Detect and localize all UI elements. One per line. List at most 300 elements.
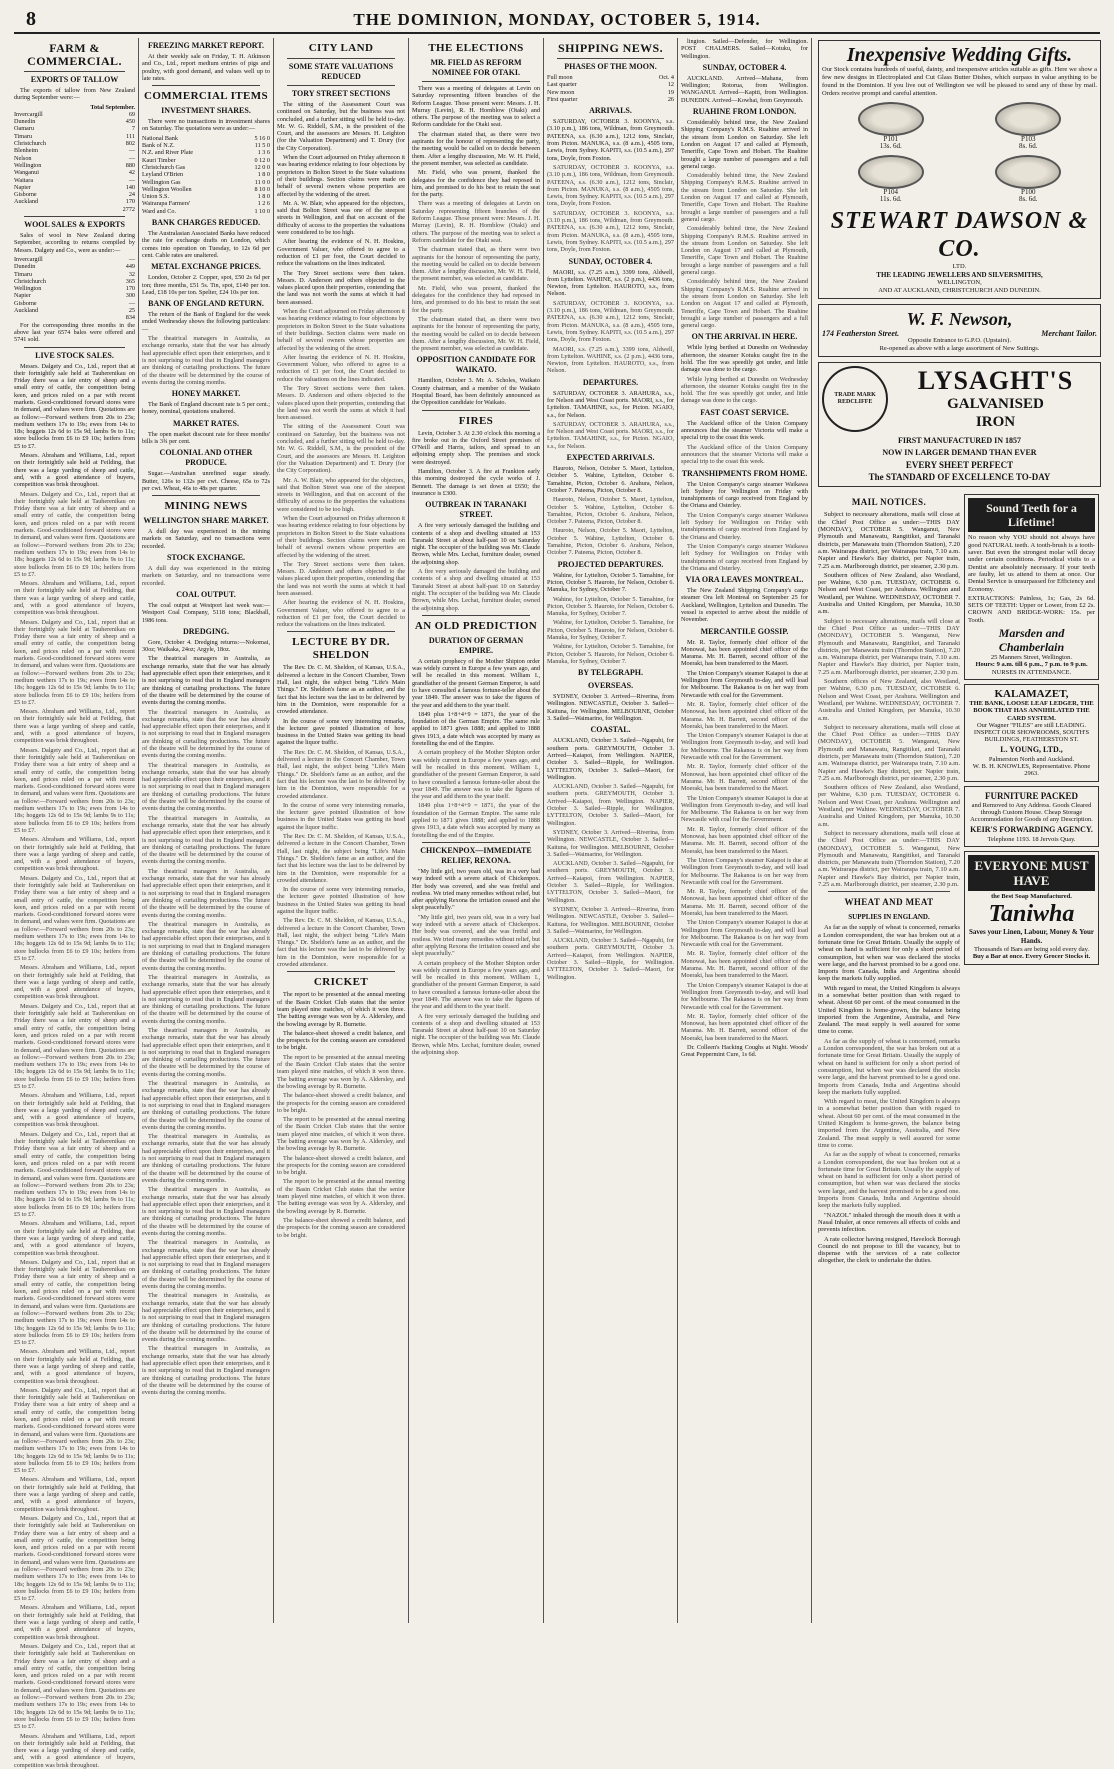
ad-split-row [818, 492, 1101, 1266]
heading-investment-shares: INVESTMENT SHARES. [161, 106, 251, 116]
wheat-paragraph: As far as the supply of wheat is concerned, remarks a London correspondent, the war has broken out at a fortunate time for Great Britain. Usually the supply of wheat on hand is sufficient for only a short period of consumption, but when war was declared the stocks were large, and the harvest promised to be a good one. Imports from Canada, India and Argentina should keep the markets fully supplied. [818, 924, 960, 983]
theatre-paragraph: The theatrical managers in Australia, as exchange remarks, state that the war has already had appreciable effect upon their enterprises, and it is not surprising to read that in England managers are thinking of curtailing productions. The future of the theatre will be determined by the course of events during the coming months. [142, 1186, 270, 1237]
mail-paragraph: Subject to necessary alterations, mails will close at the Chief Post Office as under:—THIS DAY (MONDAY), OCTOBER 5. Wanganui, New Plymouth and Manawatu, Rangitikei, and Taranaki districts, per Manawatu train (Thorndon Station), 7.20 a.m. Wairarapa district, per Wairarapa train, 7.10 a.m. Napier and Hawke's Bay district, per Napier train, 7.25 a.m. Marlborough district, per steamer, 2.30 p.m. [818, 829, 960, 889]
mail-paragraph: Southern offices of New Zealand, also Westland, per Wahine, 6.30 p.m. TUESDAY, OCTOBER 6. Nelson and West Coast, per Arahura. Wellington and Westland, per Wahine. WEDNESDAY, OCTOBER 7. Australia and United Kingdom, per Manuka, 10.30 a.m. [818, 571, 960, 616]
theatre-paragraph: The theatrical managers in Australia, as exchange remarks, state that the war has already had appreciable effect upon their enterprises, and it is not surprising to read that in England managers are thinking of curtailing productions. The future of the theatre will be determined by the course of events during the coming months. [142, 655, 270, 707]
metal-paragraph: London, October 2. Copper, spot, £50 2s 6d per ton; three months, £51 5s. Tin, spot, £140 per ton. Lead, £18 10s per ton. Spelter, £24 10s per ton. [142, 274, 270, 296]
table-value: 365 [125, 277, 135, 285]
table-label: Wellington Gas [142, 178, 181, 186]
ad-best-soap: the Best Soap Manufactured. [991, 892, 1072, 900]
city-land-paragraph: When the Court adjourned on Friday afternoon it was hearing evidence relating to four objections by proprietors in Bolton Street to the State valuations of their buildings. Section claims were made on behalf of several owners whose properties are affected by the widening of the street. [277, 154, 405, 198]
table-value: 140 [125, 183, 135, 191]
dish-row [822, 155, 1097, 204]
ad-stewart-tagline: THE LEADING JEWELLERS AND SILVERSMITHS, [876, 271, 1043, 280]
subheading-elections: MR. FIELD AS REFORM NOMINEE FOR OTAKI. [430, 58, 522, 77]
table-value: — [128, 299, 135, 307]
ad-young-address: Palmerston North and Auckland. [988, 755, 1075, 763]
column-city-land [277, 38, 405, 1623]
elections-paragraph: The chairman stated that, as there were two aspirants for the honour of representing the party, the meeting would be called on to decide between them. After a lengthy discussion, Mr. W. H. Field, the present member, was selected as candidate. [412, 246, 540, 283]
cricket-paragraph: The report to be presented at the annual meeting of the Basin Cricket Club states that the senior team played nine matches, of which it won three. The batting average was won by A. Aldersley, and the bowling average by R. Burnette. [277, 1116, 405, 1153]
fast-coast-paragraph: The Auckland office of the Union Company announces that the steamer Victoria will make a special trip to the coast this week. [681, 443, 808, 466]
heading-departures: DEPARTURES. [582, 377, 639, 387]
table-value: Oct. 4 [658, 74, 674, 81]
live-stock-paragraph: Messrs. Abraham and Williams, Ltd., report on their fortnightly sale held at Feilding, that there was a large yarding of sheep and cattle, and, with a good attendance of buyers, competition was brisk throughout. [14, 836, 135, 873]
mercantile-paragraph: Mr. R. Taylor, formerly chief officer of the Monowai, has been appointed chief officer of the Marama. Mr. H. Barrett, second officer of the Moeraki, has been transferred to the Maori. [681, 950, 808, 980]
ad-kalamazet-text: THE BANK, LOOSE LEAF LEDGER, THE BOOK THAT HAS ANNIHILATED THE CARD SYSTEM. [969, 699, 1094, 722]
mercantile-paragraph: The Union Company's steamer Kaiapoi is due at Wellington from Greymouth to-day, and will load for Melbourne. The Rakanoa is on her way from Newcastle with coal for the Government. [681, 794, 808, 824]
table-value: 7 [131, 125, 135, 133]
heading-arrivals: ARRIVALS. [589, 106, 632, 116]
table-row [14, 256, 135, 263]
opposition-paragraph: Hamilton, October 3. Mr. A. Scholes, Waikato County chairman, and a member of the Waikato Hospital Board, has been definitely announced as the Opposition candidate for Waikato. [412, 377, 540, 407]
table-value: 880 [125, 161, 135, 169]
tallow-table [14, 111, 135, 206]
transhipment-paragraph: The Union Company's cargo steamer Waikawa left Sydney for Wellington on Friday with transhipments of cargo received from England by the Oriana and Osterley. [681, 511, 808, 541]
city-land-paragraph: The Tory Street sections were then taken. Messrs. D. Anderson and others objected to the values placed upon their properties, contending that the land was not worth the sums at which it had been assessed. [277, 384, 406, 422]
ad-keir-phone: Telephone 1193. 18 Jervois Quay. [987, 835, 1076, 843]
table-row [142, 135, 270, 142]
table-row [14, 292, 135, 299]
table-label: National Bank [142, 134, 178, 142]
table-row [14, 162, 135, 169]
table-label: Timaru [14, 132, 32, 140]
theatre-paragraph: The theatrical managers in Australia, as exchange remarks, state that the war has already had appreciable effect upon their enterprises, and it is not surprising to read that in England managers are thinking of curtailing productions. The future of the theatre will be determined by the course of events during the coming months. [142, 1133, 270, 1184]
table-label: Bank of N.Z. [142, 142, 175, 150]
telegraph-paragraph: SYDNEY, October 3. Arrived—Riverina, from Wellington. NEWCASTLE, October 3. Sailed—Kaituna, for Wellington. MELBOURNE, October 3. Sailed—Waimarino, for Wellington. [547, 693, 674, 723]
divider [24, 216, 125, 217]
ad-stack-right [964, 492, 1099, 1266]
heading-opposition: OPPOSITION CANDIDATE FOR WAIKATO. [416, 355, 536, 375]
cricket-paragraph: The balance-sheet showed a credit balance, and the prospects for the coming season are considered to be bright. [277, 1154, 405, 1177]
heading-coastal: COASTAL. [590, 725, 631, 735]
table-row [142, 164, 270, 171]
mercantile-paragraph: Mr. R. Taylor, formerly chief officer of the Monowai, has been appointed chief officer of the Marama. Mr. H. Barrett, second officer of the Moeraki, has been transferred to the Maori. [681, 888, 808, 917]
heading-city-land: CITY LAND [308, 42, 374, 54]
table-row [547, 74, 674, 81]
lecture-paragraph: In the course of some very interesting remarks, the lecturer gave pointed illustration of how business in the United States was getting its head against the liquor traffic. [277, 717, 405, 747]
table-value: 11 5 0 [254, 142, 270, 150]
city-land-paragraph: The sitting of the Assessment Court was continued on Saturday, but the business was not concluded, and a further sitting will be held to-day. Mr. W. G. Riddell, S.M., is the president of the Court, and the assessors are Messrs. H. Leighton (for the Valuation Department) and T. Drury (for the City Corporation). [277, 101, 405, 152]
bank-england-paragraph: The return of the Bank of England for the week ended Wednesday shows the following particulars:— [142, 311, 270, 333]
table-label: Gisborne [14, 299, 37, 307]
heading-mining-news: MINING NEWS [164, 500, 248, 513]
ora-paragraph: The New Zealand Shipping Company's cargo steamer Ora left Montreal on September 25 for Auckland, Wellington, Lyttelton and Dunedin. The vessel is expected to arrive about the middle of November. [681, 587, 808, 624]
section-title: FARM & COMMERCIAL. [27, 41, 122, 68]
table-value: 12 [667, 81, 674, 89]
ad-lysaght-iron: IRON [975, 414, 1016, 431]
divider [287, 971, 395, 972]
expected-paragraph: Hauroto, Nelson, October 5. Maori, Lyttelton, October 5. Wahine, Lyttelton, October 6. Tamahine, Picton, October 6. Arahura, Nelson, October 7. Pateena, Picton, October 8. [547, 465, 674, 494]
dish-item: P100 8s. 6d. [995, 155, 1061, 204]
ad-lysaght-name: LYSAGHT'S [917, 366, 1074, 396]
ad-taniwha-sold: Thousands of Bars are being sold every day. [973, 946, 1090, 954]
heading-projected-departures: PROJECTED DEPARTURES. [557, 559, 664, 569]
advertisement-note: Dr. Colleen's Hacking Coughs at Night. Woods' Great Peppermint Cure, 1s 6d. [681, 1044, 808, 1059]
table-row [14, 111, 135, 118]
ad-lysaght-first: FIRST MANUFACTURED IN 1857 [897, 436, 1022, 446]
table-row [14, 263, 135, 270]
city-land-paragraph: Mr. A. W. Blair, who appeared for the objectors, said that Bolton Street was one of the steepest streets in Wellington, and that on account of the difficulty of access to the properties the valuations were considered to be too high. [277, 199, 405, 237]
arrivals-paragraph: SATURDAY, OCTOBER 3. KOONYA, s.s. (3.10 p.m.), 186 tons, Wildman, from Greymouth. PATEENA, s.s. (6.30 a.m.), 1212 tons, Sinclair, from Picton. MANUKA, s.s. (8 a.m.), 4505 tons, Lewis, from Sydney. KAPITI, s.s. (10.5 a.m.), 297 tons, Doyle, from Foxton. [547, 163, 674, 208]
divider [422, 410, 530, 411]
live-stock-paragraph: Messrs. Dalgety and Co., Ltd., report that at their fortnightly sale held at Tauherenikau on Friday there was a fair entry of sheep and a small entry of cattle, the competition being keen, and prices ruled on a par with recent markets. Good-conditioned forward stores were in demand, and values were firm. Quotations are as follow:—Forward wethers from 20s to 23s; medium wethers 17s to 19s; ewes from 14s to 18s; hoggets 12s 6d to 15s 9d; lambs 9s to 11s; store bullocks from £6 to £9 10s; heifers from £5 to £7. [14, 1258, 135, 1347]
dish-item: P101 13s. 6d. [858, 102, 924, 151]
heading-by-telegraph: BY TELEGRAPH. [578, 668, 643, 678]
heading-ora: VIA ORA LEAVES MONTREAL. [685, 575, 804, 585]
heading-prediction: AN OLD PREDICTION [414, 619, 538, 632]
ad-sound-teeth [964, 494, 1099, 679]
heading-ruahine: RUAHINE FROM LONDON. [692, 107, 797, 117]
live-stock-paragraph: Messrs. Abraham and Williams, Ltd., report on their fortnightly sale held at Feilding, that there was a large yarding of sheep and cattle, and, with a good attendance of buyers, competition was brisk throughout. [14, 580, 135, 617]
lecture-paragraph: In the course of some very interesting remarks, the lecturer gave pointed illustration of how business in the United States was getting its head against the liquor traffic. [277, 886, 405, 915]
live-stock-paragraph: Messrs. Abraham and Williams, Ltd., report on their fortnightly sale held at Feilding, that there was a large yarding of sheep and cattle, and, with a good attendance of buyers, competition was brisk throughout. [14, 1476, 135, 1513]
table-value: 24 [128, 191, 135, 199]
prediction-paragraph: A certain prophecy of the Mother Shipton order was widely current in Europe a few years ago, and will be recalled in this moment. William I., grandfather of the present German Emperor, is said to have consulted a famous fortune-teller about the year 1849. The answer was to take the figures of the year and add them to the year itself. [412, 749, 540, 801]
divider [287, 85, 395, 86]
city-land-paragraph: The Tory Street sections were then taken. Messrs. D. Anderson and others objected to the values placed upon their properties, contending that the land was not worth the sums at which it had been assessed. [277, 269, 406, 306]
divider [422, 81, 530, 82]
ad-newson [818, 304, 1101, 357]
theatre-paragraph: The theatrical managers in Australia, as exchange remarks, state that the war has already had appreciable effect upon their enterprises, and it is not surprising to read that in England managers are thinking of curtailing productions. The future of the theatre will be determined by the course of events during the coming months. [142, 1239, 270, 1291]
heading-mercantile: MERCANTILE GOSSIP. [700, 626, 789, 636]
lecture-paragraph: The Rev. Dr. C. M. Sheldon, of Kansas, U.S.A., delivered a lecture in the Concert Chamber, Town Hall, last night, the subject being "Life's Main Things." Dr. Sheldon's fame as an author, and the fact that his lecture was the last to be delivered by him in the Dominion, were responsible for a crowded attendance. [277, 833, 405, 884]
ad-wedding-gifts [818, 40, 1101, 299]
frozen-market-paragraph: At their weekly sale on Friday, T. H. Atkinson and Co., Ltd., report medium entries of pigs and poultry, with good demand, and values well up to late rates. [142, 53, 270, 82]
transhipment-paragraph: The Union Company's cargo steamer Waikawa left Sydney for Wellington on Friday with transhipments of cargo received from England by the Oriana and Osterley. [681, 542, 808, 572]
table-value: 0 12 0 [254, 156, 270, 164]
live-stock-paragraph: Messrs. Abraham and Williams, Ltd., report on their fortnightly sale held at Feilding, that there was a large yarding of sheep and cattle, and, with a good attendance of buyers, competition was brisk throughout. [14, 708, 135, 745]
table-label: Christchurch Gas [142, 163, 186, 171]
column-rule [677, 38, 678, 1623]
trade-mark-seal: TRADE MARK REDCLIFFE [822, 366, 888, 432]
mercantile-paragraph: Mr. R. Taylor, formerly chief officer of the Monowai, has been appointed chief officer of the Marama. Mr. H. Barrett, second officer of the Moeraki, has been transferred to the Maori. [681, 1012, 808, 1042]
table-row [142, 142, 270, 149]
table-value: 1 10 0 [254, 207, 270, 215]
cricket-paragraph: The balance-sheet showed a credit balance, and the prospects for the coming season are considered to be bright. [277, 1029, 405, 1052]
honey-paragraph: The Bank of England discount rate is 5 per cent.; honey, nominal, quotations unaltered. [142, 401, 270, 416]
subheading-wheat-meat: SUPPLIES IN ENGLAND. [848, 913, 930, 922]
city-land-paragraph: After hearing the evidence of N. H. Hoskins, Government Valuer, who offered to agree to a reduction of £1 per foot, the Court decided to reduce the valuations on the lines indicated. [277, 238, 405, 268]
subheading-city-land: SOME STATE VALUATIONS REDUCED [288, 62, 394, 81]
sunday-paragraph: AUCKLAND. Arrived—Mahana, from Wellington; Rotorua, from Wellington. WANGANUI. Arrived—Kapiti, from Wellington. DUNEDIN. Arrived—Kowhai, from Greymouth. [681, 74, 808, 104]
table-value: 111 [126, 132, 135, 140]
masthead [14, 8, 1100, 34]
heading-wheat-meat: WHEAT AND MEAT [844, 897, 934, 908]
table-label: N.Z. and River Plate [142, 149, 194, 157]
ruahine-paragraph: Considerably behind time, the New Zealand Shipping Company's R.M.S. Ruahine arrived in the stream from London on Saturday. She left London on August 17 and called at Plymouth, Teneriffe, Cape Town and Hobart. The Ruahine brought a large number of passengers and a full general cargo. [681, 278, 808, 330]
table-label: Wellington [14, 161, 42, 169]
mercantile-paragraph: The Union Company's steamer Kaiapoi is due at Wellington from Greymouth to-day, and will load for Melbourne. The Rakanoa is on her way from Newcastle with coal for the Government. [681, 981, 808, 1011]
live-stock-paragraph: Messrs. Dalgety and Co., Ltd., report that at their fortnightly sale held at Tauherenikau on Friday there was a fair entry of sheep and a small entry of cattle, the competition being keen, and prices ruled on a par with recent markets. Good-conditioned forward stores were in demand, and values were firm. Quotations are as follow:—Forward wethers from 20s to 23s; medium wethers 17s to 19s; ewes from 14s to 18s; hoggets 12s 6d to 15s 9d; lambs 9s to 11s; store bullocks from £6 to £9 10s; heifers from £5 to £7. [14, 746, 135, 834]
heading-wool: WOOL SALES & EXPORTS [24, 220, 125, 230]
mercantile-paragraph: Mr. R. Taylor, formerly chief officer of the Monowai, has been appointed chief officer of the Marama. Mr. H. Barrett, second officer of the Moeraki, has been transferred to the Maori. [681, 763, 808, 793]
live-stock-paragraph: Messrs. Abraham and Williams, Ltd., report on their fortnightly sale held at Feilding, that there was a large yarding of sheep and cattle, and, with a good attendance of buyers, competition was brisk throughout. [14, 964, 135, 1001]
column-farm-commercial [14, 38, 135, 1769]
elections-paragraph: The chairman stated that, as there were two aspirants for the honour of representing the party, the meeting would be called on to decide between them. After a lengthy discussion, Mr. W. H. Field, the present member, was selected as candidate. [412, 130, 540, 167]
table-value: 11 0 0 [254, 178, 270, 186]
wool-total: 834 [125, 314, 135, 322]
butter-dish-image [858, 102, 924, 136]
city-land-paragraph: When the Court adjourned on Friday afternoon it was hearing evidence relating to four objections by proprietors in Bolton Street to the State valuations of their buildings. Section claims were made on behalf of several owners whose properties are affected by the widening of the street. [277, 308, 405, 352]
bank-england-paragraph: The theatrical managers in Australia, as exchange remarks, state that the war has already had appreciable effect upon their enterprises, and it is not surprising to read that in England managers are thinking of curtailing productions. The future of the theatre will be determined by the course of events during the coming months. [142, 335, 270, 386]
live-stock-paragraph: Messrs. Abraham and Williams, Ltd., report on their fortnightly sale held at Feilding, that there was a large yarding of sheep and cattle, and, with a good attendance of buyers, competition was brisk throughout. [14, 1604, 135, 1641]
table-value: 1 8 0 [257, 171, 270, 179]
table-value: 170 [125, 198, 135, 206]
mercantile-paragraph: The Union Company's steamer Kaiapoi is due at Wellington from Greymouth to-day, and will load for Melbourne. The Rakanoa is on her way from Newcastle with coal for the Government. [681, 919, 808, 949]
table-value: 26 [667, 95, 674, 103]
tallow-total: 2772 [122, 205, 135, 213]
projected-paragraph: Wahine, for Lyttelton, October 5. Tamahine, for Picton, October 5. Hauroto, for Nelson, October 6. Manuka, for Sydney, October 7. [547, 643, 674, 665]
heading-arrival-here: ON THE ARRIVAL IN HERE. [691, 332, 798, 342]
mercantile-paragraph: The Union Company's steamer Kaiapoi is due at Wellington from Greymouth to-day, and will load for Melbourne. The Rakanoa is on her way from Newcastle with coal for the Government. [681, 669, 808, 699]
divider [422, 842, 530, 843]
ad-taniwha [964, 851, 1099, 965]
wheat-paragraph: As far as the supply of wheat is concerned, remarks a London correspondent, the war has broken out at a fortunate time for Great Britain. Usually the supply of wheat on hand is sufficient for only a short period of consumption, but when war was declared the stocks were large, and the harvest promised to be a good one. Imports from Canada, India and Argentina should keep the markets fully supplied. [818, 1151, 960, 1210]
ad-taniwha-logo: Taniwha [988, 901, 1075, 928]
masthead-title: THE DOMINION, MONDAY, OCTOBER 5, 1914. [353, 10, 761, 29]
table-label: Leyland O'Brien [142, 171, 184, 179]
city-land-paragraph: Mr. A. W. Blair, who appeared for the objectors, said that Bolton Street was one of the steepest streets in Wellington, and that on account of the difficulty of access to the properties the valuations were considered to be too high. [277, 476, 405, 513]
ruahine-paragraph: Considerably behind time, the New Zealand Shipping Company's R.M.S. Ruahine arrived in the stream from London on Saturday. She left London on August 17 and called at Plymouth, Teneriffe, Cape Town and Hobart. The Ruahine brought a large number of passengers and a full general cargo. [681, 172, 808, 223]
heading-fires: FIRES [458, 414, 494, 427]
table-label: Wairarapa Farmers' [142, 200, 191, 208]
transhipment-paragraph: The Union Company's cargo steamer Waikawa left Sydney for Wellington on Friday with transhipments of cargo received from England by the Oriana and Osterley. [681, 480, 808, 510]
column-rule [543, 38, 544, 1623]
table-label: Gisborne [14, 191, 37, 199]
table-row [142, 157, 270, 164]
table-row [547, 89, 674, 96]
bottom-note: A rate collector having resigned, Havelock Borough Council do not propose to fill the vacancy, but to dispense with the services of a rate collector altogether, the clerk to undertake the duties. [818, 1235, 960, 1265]
ad-furniture-title: FURNITURE PACKED [984, 790, 1079, 801]
table-label: Waitara [14, 176, 34, 184]
projected-paragraph: Wahine, for Lyttelton, October 5. Tamahine, for Picton, October 5. Hauroto, for Nelson, October 6. Manuka, for Sydney, October 7. [547, 619, 674, 641]
ruahine-paragraph: Considerably behind time, the New Zealand Shipping Company's R.M.S. Ruahine arrived in the stream from London on Saturday. She left London on August 17 and called at Plymouth, Teneriffe, Cape Town and Hobart. The Ruahine brought a large number of passengers and a full general cargo. [681, 119, 808, 170]
city-land-paragraph: The sitting of the Assessment Court was continued on Saturday, but the business was not concluded, and a further sitting will be held to-day. Mr. W. G. Riddell, S.M., is the president of the Court, and the assessors are Messrs. H. Leighton (for the Valuation Department) and T. Drury (for the City Corporation). [277, 423, 405, 475]
table-label: Invercargill [14, 255, 43, 263]
table-row [142, 149, 270, 156]
table-row [14, 169, 135, 176]
share-table [142, 135, 270, 215]
heading-elections: THE ELECTIONS [428, 42, 524, 54]
table-row [14, 177, 135, 184]
wool-paragraph: For the corresponding three months in the above last year 6574 bales were offered and 5741 sold. [14, 321, 135, 344]
table-row [142, 193, 270, 200]
table-value: 8 10 0 [254, 185, 270, 193]
fires-paragraph: Levin, October 3. At 2.30 o'clock this morning a fire broke out in the Oxford Street premises of O'Neill and Harris, tailors, and spread to an adjoining empty shop. The premises and stock were destroyed. [412, 429, 540, 466]
colonial-paragraph: Sugar.—Australian unrefined sugar steady. Butter, 126s to 132s per cwt. Cheese, 65s to 72s per cwt. Wheat, 46s to 48s per quarter. [142, 470, 270, 492]
elections-paragraph: Mr. Field, who was present, thanked the delegates for the confidence they had reposed in him, and promised to do his best to retain the seat for the party. [412, 169, 540, 199]
prediction-paragraph: 1849 plus 1+8+4+9 = 1871, the year of the foundation of the German Empire. The same rule applied to 1871 gives 1888; and applied to 1888 gives 1913, a date which was accepted by many as foretelling the end of the Empire. [412, 802, 540, 839]
table-row [142, 200, 270, 207]
column-rule [408, 38, 409, 1623]
wool-intro: Sales of wool in New Zealand during September, according to returns compiled by Messrs. Dalgety and Co., were as under:— [14, 232, 135, 254]
table-value: 300 [125, 292, 135, 300]
moon-table [547, 74, 674, 103]
ad-knowles: W. B. H. KNOWLES, Representative. Phone 2963. [972, 763, 1091, 778]
table-label: Ward and Co. [142, 207, 177, 215]
heading-moon-phases: PHASES OF THE MOON. [564, 62, 657, 71]
table-label: Napier [14, 292, 31, 300]
cricket-paragraph: The report to be presented at the annual meeting of the Basin Cricket Club states that the senior team played nine matches, of which it won three. The batting average was won by A. Aldersley, and the bowling average by R. Burnette. [277, 991, 405, 1028]
table-label: Dunedin [14, 118, 36, 126]
cricket-paragraph: The report to be presented at the annual meeting of the Basin Cricket Club states that the senior team played nine matches, of which it won three. The batting average was won by A. Aldersley, and the bowling average by R. Burnette. [277, 1178, 405, 1215]
table-row [14, 285, 135, 292]
ad-wedding-text: Our Stock contains hundreds of useful, dainty, and inexpensive articles suitable as gifts. Here we show a few new designs in Electroplated and Cut Glass Butter Dishes, which surpass in value anything to be found in the Dominion. If you live out of Wellington we will be pleased to send any of these by mail. Orders receive prompt and careful attention. [822, 66, 1097, 97]
ad-marsden-address: 25 Manners Street, Wellington. [990, 654, 1073, 662]
expected-paragraph: Hauroto, Nelson, October 5. Maori, Lyttelton, October 5. Wahine, Lyttelton, October 6. Tamahine, Picton, October 6. Arahura, Nelson, October 7. Pateena, Picton, October 8. [547, 496, 674, 526]
table-row [14, 300, 135, 307]
bank-charges-paragraph: The Australasian Associated Banks have reduced the rate for exchange drafts on London, which comes into operation on Tuesday, to 12s 6d per cent. Cable rates are unaltered. [142, 230, 270, 259]
ad-newson-stock: Re-opened as above with a large assortment of New Suitings. [879, 345, 1040, 353]
elections-paragraph: The chairman stated that, as there were two aspirants for the honour of representing the party, the meeting would be called on to decide between them. After a lengthy discussion, Mr. W. H. Field, the present member, was selected as candidate. [412, 315, 540, 353]
table-value: 170 [125, 285, 135, 293]
mail-paragraph: Subject to necessary alterations, mails will close at the Chief Post Office as under:—THIS DAY (MONDAY), OCTOBER 5. Wanganui, New Plymouth and Manawatu, Rangitikei, and Taranaki districts, per Manawatu train (Thorndon Station), 7.20 a.m. Wairarapa district, per Wairarapa train, 7.10 a.m. Napier and Hawke's Bay district, per Napier train, 7.25 a.m. Marlborough district, per steamer, 2.30 p.m. [818, 617, 960, 676]
lecture-paragraph: In the course of some very interesting remarks, the lecturer gave pointed illustration of how business in the United States was getting its head against the liquor traffic. [277, 801, 405, 831]
column-rule [273, 38, 274, 1623]
ad-taniwha-saves: Saves your Linen, Labour, Money & Your Hands. [969, 928, 1094, 946]
heading-shipping: SHIPPING NEWS. [558, 41, 663, 55]
lecture-paragraph: The Rev. Dr. C. M. Sheldon, of Kansas, U.S.A., delivered a lecture in the Concert Chamber, Town Hall, last night, the subject being "Life's Main Things." Dr. Sheldon's fame as an author, and the fact that his lecture was the last to be delivered by him in the Dominion, were responsible for a crowded attendance. [277, 748, 405, 800]
table-row [14, 184, 135, 191]
elections-paragraph: Mr. Field, who was present, thanked the delegates for the confidence they had reposed in him, and promised to do his best to retain the seat for the party. [412, 284, 540, 314]
table-label: Full moon [547, 74, 573, 81]
table-value: 42 [128, 169, 135, 177]
butter-dish-image [858, 155, 924, 189]
fires-paragraph: Hamilton, October 3. A fire at Frankton early this morning destroyed the cycle works of J. Bennett. The damage is set down at £650; the insurance is £300. [412, 468, 540, 497]
table-label: Nelson [14, 154, 32, 162]
live-stock-paragraph: Messrs. Dalgety and Co., Ltd., report that at their fortnightly sale held at Tauherenikau on Friday there was a fair entry of sheep and a small entry of cattle, the competition being keen, and prices ruled on a par with recent markets. Good-conditioned forward stores were in demand, and values were firm. Quotations are as follow:—Forward wethers from 20s to 23s; medium wethers 17s to 19s; ewes from 14s to 18s; hoggets 12s 6d to 15s 9d; lambs 9s to 11s; store bullocks from £6 to £9 10s; heifers from £5 to £7. [14, 362, 135, 450]
projected-paragraph: Wahine, for Lyttelton, October 5. Tamahine, for Picton, October 5. Hauroto, for Nelson, October 6. Manuka, for Sydney, October 7. [547, 595, 674, 618]
table-row [547, 81, 674, 88]
ad-newson-line: 174 Featherston Street. Merchant Tailor. [822, 329, 1097, 339]
heading-transhipments: TRANSHIPMENTS FROM HOME. [681, 468, 808, 478]
coastal-paragraph: SYDNEY, October 3. Arrived—Riverina, from Wellington. NEWCASTLE, October 3. Sailed—Kaituna, for Wellington. MELBOURNE, October 3. Sailed—Waimarino, for Wellington. [547, 828, 674, 858]
heading-live-stock: LIVE STOCK SALES. [35, 350, 114, 360]
table-row [14, 147, 135, 154]
coastal-paragraph: AUCKLAND, October 3. Sailed—Ngapuhi, for southern ports. GREYMOUTH, October 3. Arrived—Kaiapoi, from Wellington. NAPIER, October 3. Sailed—Ripple, for Wellington. LYTTELTON, October 3. Sailed—Maori, for Wellington. [547, 860, 674, 904]
city-land-paragraph: The Tory Street sections were then taken. Messrs. D. Anderson and others objected to the values placed upon their properties, contending that the land was not worth the sums at which it had been assessed. [277, 560, 406, 597]
heading-expected-arrivals: EXPECTED ARRIVALS. [566, 453, 655, 463]
heading-cricket: CRICKET [313, 976, 369, 989]
table-value: 32 [128, 270, 135, 278]
live-stock-paragraph: Messrs. Dalgety and Co., Ltd., report that at their fortnightly sale held at Tauherenikau on Friday there was a fair entry of sheep and a small entry of cattle, the competition being keen, and prices ruled on a par with recent markets. Good-conditioned forward stores were in demand, and values were firm. Quotations are as follow:—Forward wethers from 20s to 23s; medium wethers 17s to 19s; ewes from 14s to 18s; hoggets 12s 6d to 15s 9d; lambs 9s to 11s; store bullocks from £6 to £9 10s; heifers from £5 to £7. [14, 1002, 135, 1090]
table-label: Auckland [14, 198, 39, 206]
table-label: New moon [547, 88, 575, 96]
ad-marsden-hours: Hours: 9 a.m. till 6 p.m., 7 p.m. to 9 p.m. [975, 661, 1088, 669]
mercantile-paragraph: Mr. R. Taylor, formerly chief officer of the Monowai, has been appointed chief officer of the Marama. Mr. H. Barrett, second officer of the Moeraki, has been transferred to the Maori. [681, 825, 808, 855]
heading-commercial-items: COMMERCIAL ITEMS [143, 90, 269, 103]
table-value: 12 0 0 [254, 163, 270, 171]
table-value: — [128, 147, 135, 155]
live-stock-paragraph: Messrs. Dalgety and Co., Ltd., report that at their fortnightly sale held at Tauherenikau on Friday there was a fair entry of sheep and a small entry of cattle, the competition being keen, and prices ruled on a par with recent markets. Good-conditioned forward stores were in demand, and values were firm. Quotations are as follow:—Forward wethers from 20s to 23s; medium wethers 17s to 19s; ewes from 14s to 18s; hoggets 12s 6d to 15s 9d; lambs 9s to 11s; store bullocks from £6 to £9 10s; heifers from £5 to £7. [14, 1386, 135, 1475]
coal-paragraph: The coal output at Westport last week was:—Westport Coal Company, 5118 tons; Blackball, 1986 tons. [142, 601, 270, 624]
divider [24, 347, 125, 348]
divider [152, 495, 260, 496]
investment-paragraph: There were no transactions in investment shares on Saturday. The quotations were as under:— [142, 118, 270, 133]
heading-coal-output: COAL OUTPUT. [176, 589, 236, 599]
table-row [14, 125, 135, 132]
divider [828, 891, 950, 892]
column-commercial-items [142, 38, 270, 1623]
ad-keir: KEIR'S FORWARDING AGENCY. [970, 824, 1093, 834]
ad-lysaght-galvanised: GALVANISED [947, 396, 1044, 413]
live-stock-paragraph: Messrs. Abraham and Williams, Ltd., report on their fortnightly sale held at Feilding, that there was a large yarding of sheep and cattle, and, with a good attendance of buyers, competition was brisk throughout. [14, 1732, 135, 1769]
live-stock-paragraph: Messrs. Abraham and Williams, Ltd., report on their fortnightly sale held at Feilding, that there was a large yarding of sheep and cattle, and, with a good attendance of buyers, competition was brisk throughout. [14, 1348, 135, 1385]
live-stock-paragraph: Messrs. Dalgety and Co., Ltd., report that at their fortnightly sale held at Tauherenikau on Friday there was a fair entry of sheep and a small entry of cattle, the competition being keen, and prices ruled on a par with recent markets. Good-conditioned forward stores were in demand, and values were firm. Quotations are as follow:—Forward wethers from 20s to 23s; medium wethers 17s to 19s; ewes from 14s to 18s; hoggets 12s 6d to 15s 9d; lambs 9s to 11s; store bullocks from £6 to £9 10s; heifers from £5 to £7. [14, 1642, 135, 1731]
market-paragraph: The open market discount rate for three months' bills is 3¾ per cent. [142, 430, 270, 445]
table-row [14, 278, 135, 285]
table-value: 802 [125, 140, 135, 148]
heading-market-rates: MARKET RATES. [173, 418, 239, 428]
dish-item: P104 11s. 6d. [858, 155, 924, 204]
ad-lysaght-demand: NOW IN LARGER DEMAND THAN EVER [882, 448, 1037, 458]
subheading-prediction: DURATION OF GERMAN EMPIRE. [428, 635, 524, 655]
elections-paragraph: There was a meeting of delegates at Levin on Saturday representing fifteen branches of the Reform League. Those present were: Messrs. J. H. Murray (Levin), R. H. Hornblow (Otaki) and others. The purpose of the meeting was to select a Reform candidate for the Otaki seat. [412, 85, 540, 129]
wheat-paragraph: With regard to meat, the United Kingdom is always in a somewhat better position than with regard to wheat. About 60 per cent. of the meat consumed in the United Kingdom is home-grown, the balance being imported from the Argentine, Australia, and New Zealand. The meat supply is well assured for some time to come. [818, 984, 960, 1036]
ad-marsden: Marsden and Chamberlain [998, 626, 1065, 655]
chickenpox-paragraph: A certain prophecy of the Mother Shipton order was widely current in Europe a few years ago, and will be recalled in this moment. William I., grandfather of the present German Emperor, is said to have consulted a famous fortune-teller about the year 1849. The answer was to take the figures of the year and add them to the year itself. [412, 959, 540, 1011]
ad-furniture-text: and Removed to Any Address. Goods Cleared through Custom House. Cheap Storage Accommodation for Goods of any Description. [970, 801, 1093, 824]
heading-fast-coast: FAST COAST SERVICE. [700, 407, 789, 417]
ad-young: L. YOUNG, LTD., [1000, 744, 1063, 754]
heading-sunday-oct4: SUNDAY, OCTOBER 4. [702, 62, 787, 72]
table-value: — [128, 154, 135, 162]
ad-newson-opposite: Opposite Entrance to G.P.O. (Upstairs). [908, 337, 1011, 345]
theatre-paragraph: The theatrical managers in Australia, as exchange remarks, state that the war has already had appreciable effect upon their enterprises, and it is not surprising to read that in England managers are thinking of curtailing productions. The future of the theatre will be determined by the course of events during the coming months. [142, 708, 270, 760]
column-elections [412, 38, 540, 1623]
dredging-paragraph: Gore, October 4. Dredging returns:—Nokomai, 30oz; Waikaka, 24oz; Argyle, 18oz. [142, 638, 270, 654]
prediction-paragraph: A certain prophecy of the Mother Shipton order was widely current in Europe a few years ago, and will be recalled in this moment. William I., grandfather of the present German Emperor, is said to have consulted a famous fortune-teller about the year 1849. The answer was to take the figures of the year and add them to the year itself. [412, 657, 540, 709]
nazol-paragraph: "NAZOL" inhaled through the mouth does it with a Nasal Inhaler, at once removes all effects of colds and prevents infection. [818, 1211, 960, 1234]
share-market-paragraph: A dull day was experienced in the mining markets on Saturday, and no transactions were recorded. [142, 528, 270, 550]
live-stock-paragraph: Messrs. Dalgety and Co., Ltd., report that at their fortnightly sale held at Tauherenikau on Friday there was a fair entry of sheep and a small entry of cattle, the competition being keen, and prices ruled on a par with recent markets. Good-conditioned forward stores were in demand, and values were firm. Quotations are as follow:—Forward wethers from 20s to 23s; medium wethers 17s to 19s; ewes from 14s to 18s; hoggets 12s 6d to 15s 9d; lambs 9s to 11s; store bullocks from £6 to £9 10s; heifers from £5 to £7. [14, 618, 135, 706]
chickenpox-paragraph: "My little girl, two years old, was in a very bad way indeed with a severe attack of Chickenpox. Her body was covered, and she was fretful and restless. We tried many remedies without relief, but after applying Rexona the irritation ceased and she slept peacefully." [412, 913, 540, 958]
table-row [14, 133, 135, 140]
heading-frozen-market: FREEZING MARKET REPORT. [147, 41, 265, 50]
city-land-paragraph: When the Court adjourned on Friday afternoon it was hearing evidence relating to four objections by proprietors in Bolton Street to the State valuations of their buildings. Section claims were made on behalf of several owners whose properties are affected by the widening of the street. [277, 515, 405, 559]
heading-share-market: WELLINGTON SHARE MARKET. [143, 516, 269, 526]
heading-stock-exchange: STOCK EXCHANGE. [166, 553, 246, 563]
table-label: Timaru [14, 270, 32, 278]
wheat-paragraph: With regard to meat, the United Kingdom is always in a somewhat better position than with regard to wheat. About 60 per cent. of the meat consumed in the United Kingdom is home-grown, the balance being imported from the Argentine, Australia, and New Zealand. The meat supply is well assured for some time to come. [818, 1098, 960, 1149]
mail-notices [818, 492, 960, 1266]
mercantile-paragraph: Mr. R. Taylor, formerly chief officer of the Monowai, has been appointed chief officer of the Marama. Mr. H. Barrett, second officer of the Moeraki, has been transferred to the Maori. [681, 700, 808, 730]
cricket-paragraph: The balance-sheet showed a credit balance, and the prospects for the coming season are considered to be bright. [277, 1216, 405, 1239]
column-advertisements [815, 38, 1104, 1623]
dish-row [822, 102, 1097, 151]
page-number: 8 [26, 8, 36, 30]
table-value: 1 2 6 [257, 200, 270, 208]
ad-stewart-branches: AND AT AUCKLAND, CHRISTCHURCH AND DUNEDIN. [878, 287, 1041, 295]
theatre-paragraph: The theatrical managers in Australia, as exchange remarks, state that the war has already had appreciable effect upon their enterprises, and it is not surprising to read that in England managers are thinking of curtailing productions. The future of the theatre will be determined by the course of events during the coming months. [142, 814, 270, 866]
mail-paragraph: Southern offices of New Zealand, also Westland, per Wahine, 6.30 p.m. TUESDAY, OCTOBER 6. Nelson and West Coast, per Arahura. Wellington and Westland, per Wahine. WEDNESDAY, OCTOBER 7. Australia and United Kingdom, per Manuka, 10.30 a.m. [818, 784, 960, 828]
butter-dish-image [995, 102, 1061, 136]
coastal-paragraph: SYDNEY, October 3. Arrived—Riverina, from Wellington. NEWCASTLE, October 3. Sailed—Kaituna, for Wellington. MELBOURNE, October 3. Sailed—Waimarino, for Wellington. [547, 905, 674, 935]
coastal-paragraph: AUCKLAND, October 3. Sailed—Ngapuhi, for southern ports. GREYMOUTH, October 3. Arrived—Kaiapoi, from Wellington. NAPIER, October 3. Sailed—Ripple, for Wellington. LYTTELTON, October 3. Sailed—Maori, for Wellington. [547, 737, 674, 781]
table-row [142, 171, 270, 178]
arrivals-paragraph: SATURDAY, OCTOBER 3. KOONYA, s.s. (3.10 p.m.), 186 tons, Wildman, from Greymouth. PATEENA, s.s. (6.30 a.m.), 1212 tons, Sinclair, from Picton. MANUKA, s.s. (8 a.m.), 4505 tons, Lewis, from Sydney. KAPITI, s.s. (10.5 a.m.), 297 tons, Doyle, from Foxton. [547, 118, 674, 162]
table-value: 25 [128, 307, 135, 315]
table-value: 450 [125, 118, 135, 126]
divider [287, 58, 395, 59]
shipping-paragraph: lington. Sailed—Defender, for Wellington. POST CHALMERS. Sailed—Kotuku, for Wellington. [681, 38, 808, 60]
table-label: Blenheim [14, 147, 39, 155]
cricket-paragraph: The report to be presented at the annual meeting of the Basin Cricket Club states that the senior team played nine matches, of which it won three. The batting average was won by A. Aldersley, and the bowling average by R. Burnette. [277, 1053, 405, 1090]
heading-colonial: COLONIAL AND OTHER PRODUCE. [159, 448, 253, 468]
taranaki-paragraph: A fire very seriously damaged the building and contents of a shop and dwelling situated at 153 Taranaki Street at about half-past 10 on Saturday night. The occupier of the building was Mr. Claude Brown, while Mrs. Lechat, furniture dealer, owned the adjoining shop. [412, 522, 540, 566]
wheat-paragraph: As far as the supply of wheat is concerned, remarks a London correspondent, the war has broken out at a fortunate time for Great Britain. Usually the supply of wheat on hand is sufficient for only a short period of consumption, but when war was declared the stocks were large, and the harvest promised to be a good one. Imports from Canada, India and Argentina should keep the markets fully supplied. [818, 1037, 960, 1096]
live-stock-paragraph: Messrs. Dalgety and Co., Ltd., report that at their fortnightly sale held at Tauherenikau on Friday there was a fair entry of sheep and a small entry of cattle, the competition being keen, and prices ruled on a par with recent markets. Good-conditioned forward stores were in demand, and values were firm. Quotations are as follow:—Forward wethers from 20s to 23s; medium wethers 17s to 19s; ewes from 14s to 18s; hoggets 12s 6d to 15s 9d; lambs 9s to 11s; store bullocks from £6 to £9 10s; heifers from £5 to £7. [14, 874, 135, 962]
